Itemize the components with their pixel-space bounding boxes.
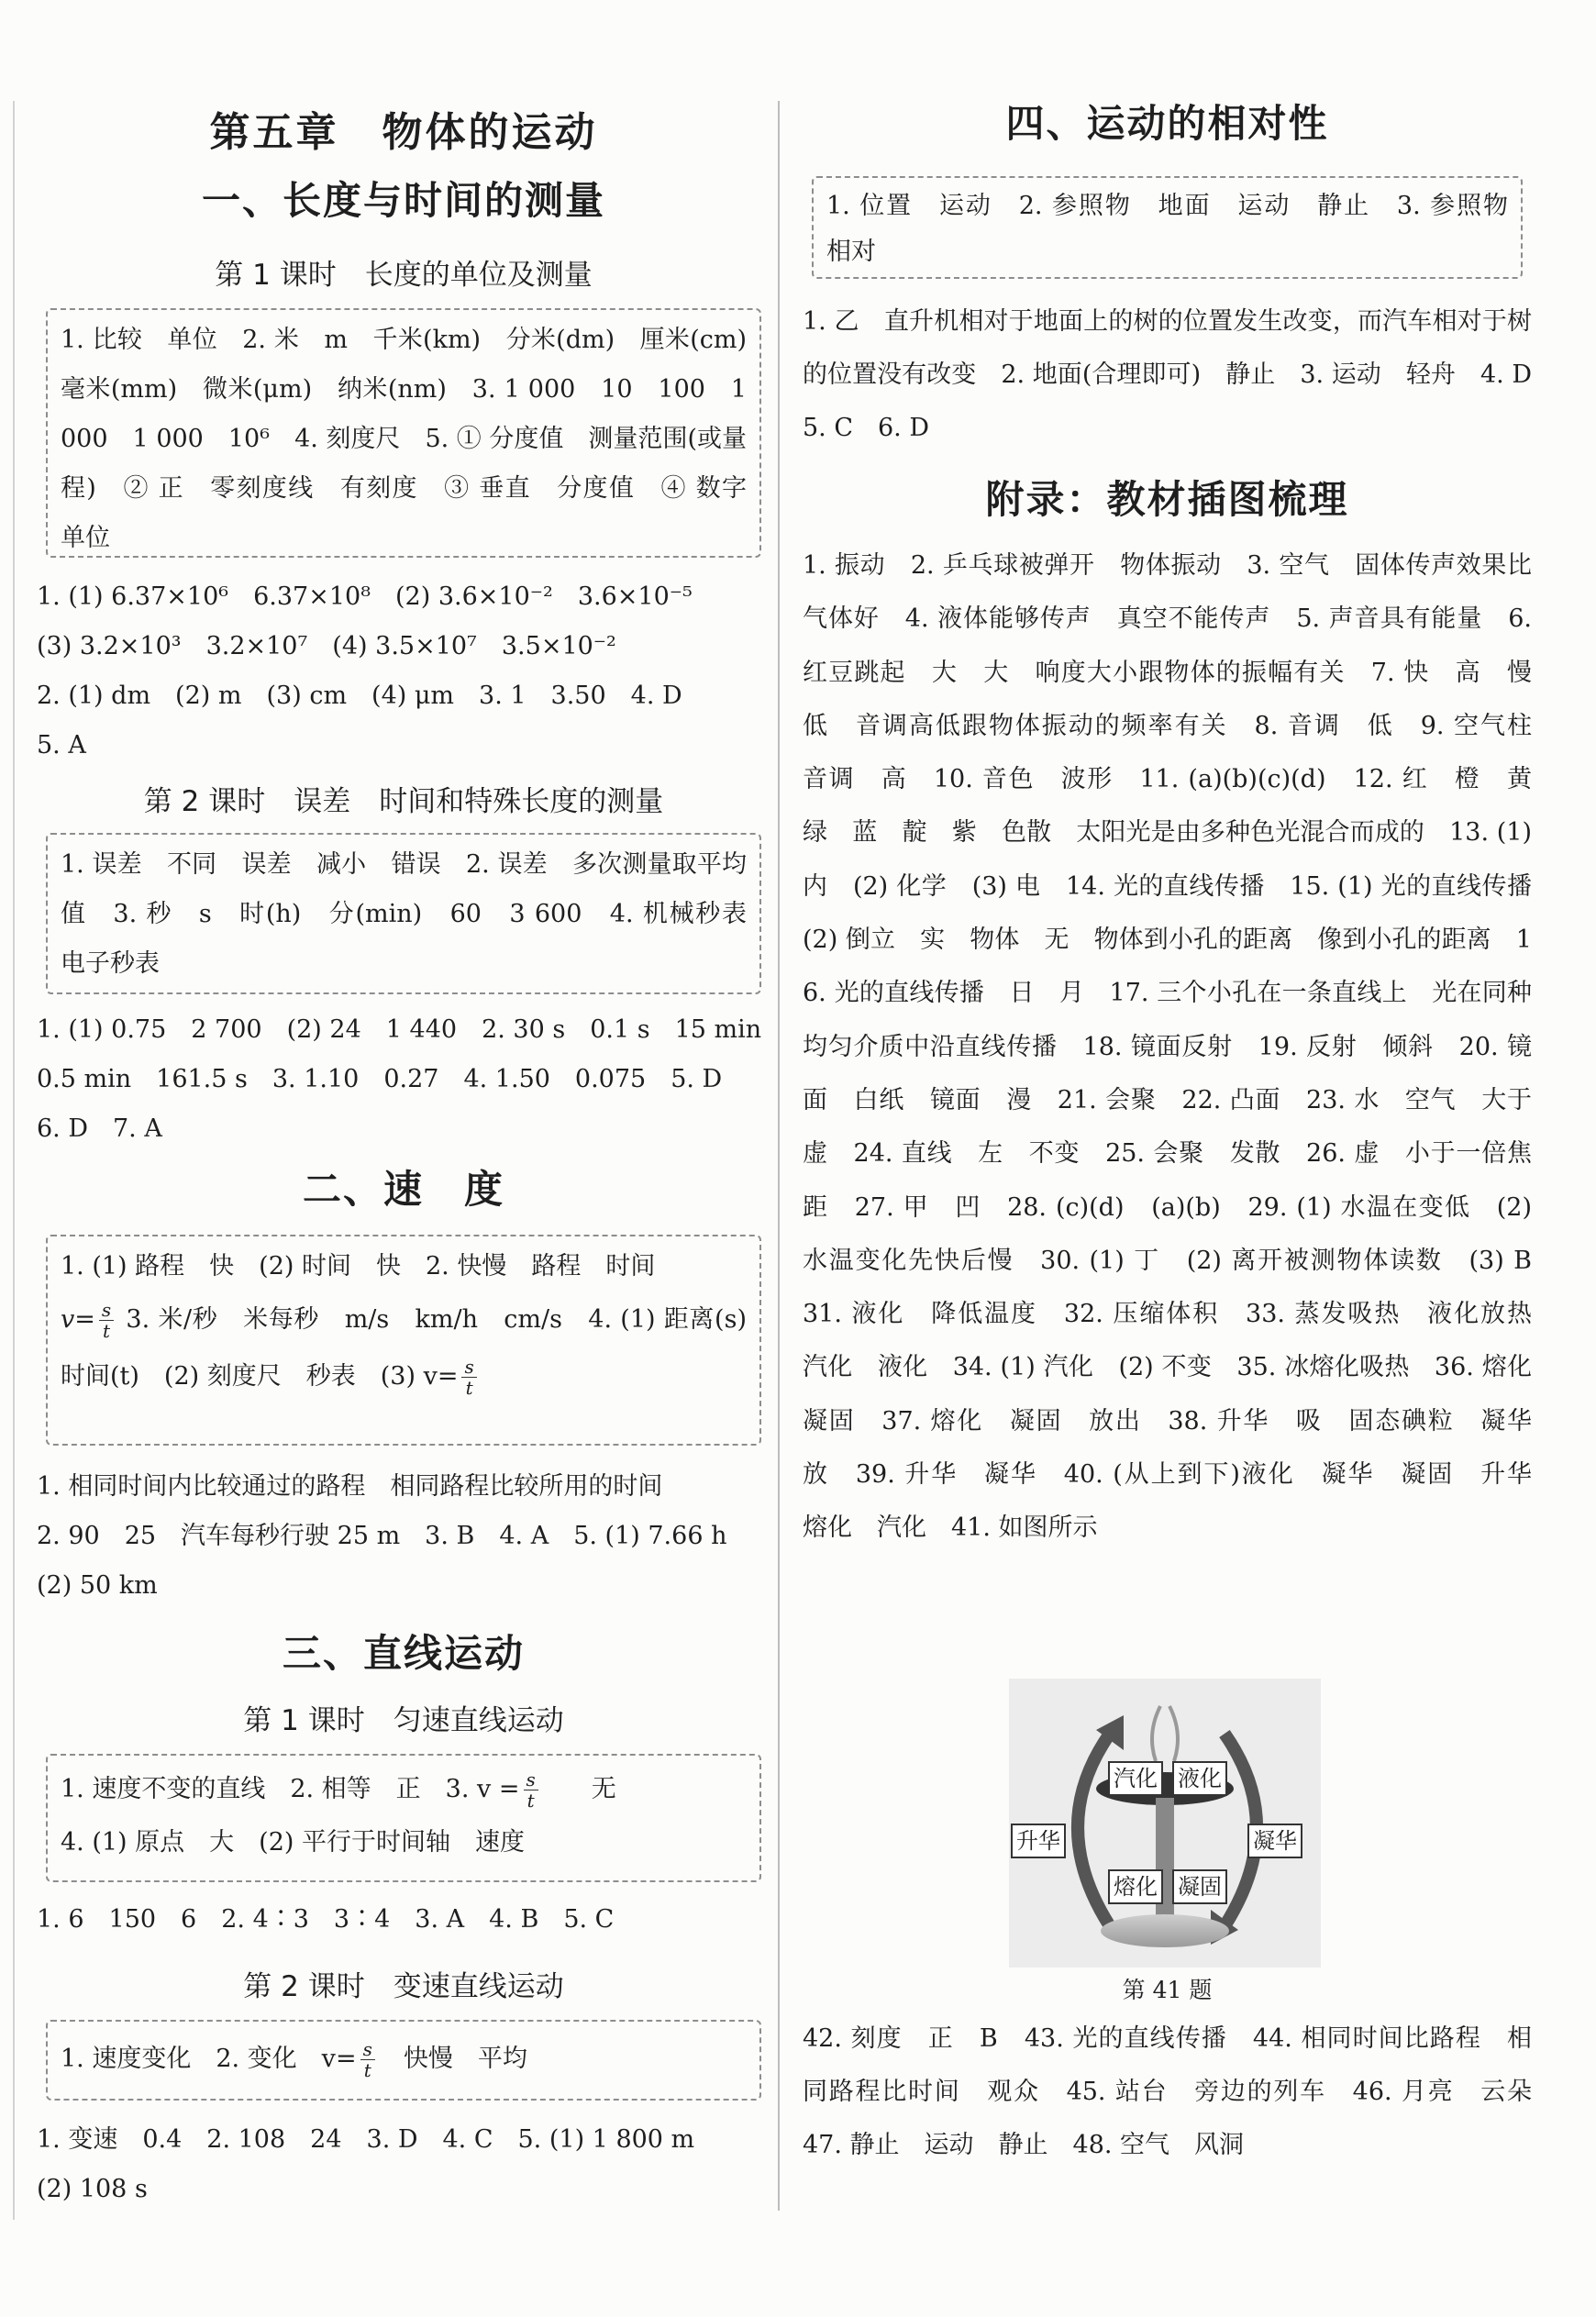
- lesson4-summary-text: 1. 速度变化 2. 变化 v=: [61, 2045, 357, 2073]
- section4-answers-text: 1. 乙 直升机相对于地面上的树的位置发生改变，而汽车相对于树的位置没有改变 2. 地面(合理即可) 静止 3. 运动 轻舟 4. D 5. C 6. D: [803, 307, 1557, 442]
- section4-answers: [803, 295, 1557, 455]
- section4-summary-text: 1. 位置 运动 2. 参照物 地面 运动 静止 3. 参照物 相对: [826, 192, 1533, 266]
- chapter-title: 第五章 物体的运动: [209, 109, 598, 156]
- lesson4-answers: [37, 2115, 770, 2214]
- answer-line: (2) 50 km: [37, 1571, 158, 1600]
- column-divider: [778, 101, 780, 2211]
- appendix-answers-2-text: 42. 刻度 正 B 43. 光的直线传播 44. 相同时间比路程 相同路程比时间 观众 45. 站台 旁边的列车 46. 月亮 云朵 47. 静止 运动 静止 48. 空气 风洞: [803, 2024, 1557, 2159]
- fraction-numerator: s: [360, 2039, 375, 2060]
- lesson1-summary-box: [46, 308, 771, 558]
- speed-fraction: [360, 2039, 375, 2080]
- label-vaporize: 汽化: [1108, 1761, 1163, 1796]
- lesson2-title: 第 2 课时 误差 时间和特殊长度的测量: [143, 785, 664, 818]
- label-liquefy: 液化: [1172, 1761, 1227, 1796]
- fraction-numerator: s: [461, 1357, 476, 1378]
- right-column: [803, 0, 1557, 2317]
- fraction-denominator: t: [103, 1320, 111, 1342]
- answer-line: 2. 90 25 汽车每秒行驶 25 m 3. B 4. A 5. (1) 7.66 h: [37, 1522, 727, 1550]
- speed-summary-rest: 3. 米/秒 米每秒 m/s km/h cm/s 4. (1) 距离(s) 时间(t) (2) 刻度尺 秒表 (3) v=: [61, 1305, 771, 1391]
- answer-line: 1. 相同时间内比较通过的路程 相同路程比较所用的时间: [37, 1472, 663, 1501]
- answer-line: 6. D 7. A: [37, 1114, 162, 1143]
- lesson4-title: 第 2 课时 变速直线运动: [243, 1970, 564, 2003]
- appendix-answers: [803, 539, 1557, 1556]
- appendix-answers-2: [803, 2012, 1557, 2172]
- lesson3-summary-box: [46, 1754, 761, 1882]
- lesson3-summary-text: 1. 速度不变的直线 2. 相等 正 3. v =: [61, 1775, 520, 1803]
- section3-title: 三、直线运动: [282, 1631, 525, 1676]
- left-margin-line: [13, 101, 15, 2220]
- answer-line: 1. 变速 0.4 2. 108 24 3. D 4. C 5. (1) 1 800 m: [37, 2125, 695, 2154]
- lesson3-title: 第 1 课时 匀速直线运动: [243, 1704, 564, 1737]
- phase-change-figure: [1009, 1679, 1321, 1968]
- appendix-title: 附录：教材插图梳理: [985, 477, 1349, 522]
- section1-title: 一、长度与时间的测量: [201, 178, 605, 223]
- speed-fraction: [461, 1357, 476, 1398]
- lesson2-summary-box: [46, 833, 771, 994]
- speed-formula-lhs: v=: [61, 1305, 95, 1334]
- speed-fraction: [524, 1769, 538, 1811]
- answer-line: 1. (1) 0.75 2 700 (2) 24 1 440 2. 30 s 0.1 s 15 min: [37, 1015, 762, 1044]
- speed-fraction: [99, 1300, 114, 1341]
- answer-line: 1. 6 150 6 2. 4∶3 3∶4 3. A 4. B 5. C: [37, 1905, 615, 1934]
- section4-title: 四、运动的相对性: [1005, 101, 1329, 146]
- left-column: [37, 0, 770, 2317]
- lesson1-answers: [37, 572, 770, 770]
- fraction-denominator: t: [526, 1790, 535, 1812]
- fraction-numerator: s: [524, 1769, 538, 1790]
- speed-summary-box: [46, 1235, 771, 1446]
- lesson1-summary-text: 1. 比较 单位 2. 米 m 千米(km) 分米(dm) 厘米(cm) 毫米(mm) 微米(μm) 纳米(nm) 3. 1 000 10 100 1 000 1 000 10⁶ 4. 刻度尺 5. ① 分度值 测量范围(或量程) ② 正 零刻度线 有刻度 ③ 垂直 分度值 ④ 数字 单位: [61, 326, 771, 552]
- lesson2-answers: [37, 1005, 770, 1154]
- lesson3-summary-line2: 4. (1) 原点 大 (2) 平行于时间轴 速度: [61, 1828, 525, 1857]
- label-melt: 熔化: [1108, 1869, 1163, 1904]
- speed-summary-line2: [61, 1292, 771, 1405]
- lesson1-title: 第 1 课时 长度的单位及测量: [215, 259, 593, 292]
- speed-summary-line1: 1. (1) 路程 快 (2) 时间 快 2. 快慢 路程 时间: [61, 1252, 656, 1280]
- lesson2-summary-text: 1. 误差 不同 误差 减小 错误 2. 误差 多次测量取平均值 3. 秒 s 时(h) 分(min) 60 3 600 4. 机械秒表 电子秒表: [61, 850, 771, 978]
- appendix-answers-text: 1. 振动 2. 乒乓球被弹开 物体振动 3. 空气 固体传声效果比气体好 4. 液体能够传声 真空不能传声 5. 声音具有能量 6. 红豆跳起 大 大 响度大小跟物体的振幅有关 7. 快 高 慢 低 音调高低跟物体振动的频率有关 8. 音调 低 9. 空气柱 音调 高 10. 音色 波形 11. (a)(b)(c)(d) 12. 红 橙 黄 绿 蓝 靛 紫 色散 太阳光是由多种色光混合而成的 13. (1) 内 (2) 化学 (3) 电 14. 光的直线传播 15. (1) 光的直线传播 (2) 倒立 实 物体 无 物体到小孔的距离 像到小孔的距离 16. 光的直线传播 日 月 17. 三个小孔在一条直线上 光在同种均匀介质中沿直线传播 18. 镜面反射 19. 反射 倾斜 20. 镜面 白纸 镜面 漫 21. 会聚 22. 凸面 23. 水 空气 大于 虚 24. 直线 左 不变 25. 会聚 发散 26. 虚 小于一倍焦距 27. 甲 凹 28. (c)(d) (a)(b) 29. (1) 水温在变低 (2) 水温变化先快后慢 30. (1) 丁 (2) 离开被测物体读数 (3) B 31. 液化 降低温度 32. 压缩体积 33. 蒸发吸热 液化放热 汽化 液化 34. (1) 汽化 (2) 不变 35. 冰熔化吸热 36. 熔化 凝固 37. 熔化 凝固 放出 38. 升华 吸 固态碘粒 凝华 放 39. 升华 凝华 40. (从上到下)液化 凝华 凝固 升华 熔化 汽化 41. 如图所示: [803, 551, 1557, 1543]
- fraction-numerator: s: [99, 1300, 114, 1321]
- figure-caption: 第 41 题: [1122, 1977, 1213, 2003]
- answer-line: (2) 108 s: [37, 2175, 148, 2203]
- section4-summary-box: [812, 176, 1533, 279]
- label-sublimate: 升华: [1011, 1824, 1066, 1858]
- section2-title: 二、速 度: [302, 1167, 504, 1212]
- answer-line: (3) 3.2×10³ 3.2×10⁷ (4) 3.5×10⁷ 3.5×10⁻²: [37, 632, 616, 660]
- lesson4-summary-box: [46, 2020, 761, 2101]
- answer-line: 2. (1) dm (2) m (3) cm (4) μm 3. 1 3.50 4. D: [37, 682, 682, 710]
- lesson4-summary-line: [61, 2027, 747, 2091]
- answer-line: 5. A: [37, 731, 86, 759]
- lesson4-summary-text-b: 快慢 平均: [403, 2045, 527, 2073]
- fraction-denominator: t: [363, 2059, 371, 2081]
- lesson3-answers: [37, 1895, 770, 1945]
- lesson3-summary-text-b: 无: [591, 1775, 616, 1803]
- answer-line: 0.5 min 161.5 s 3. 1.10 0.27 4. 1.50 0.075 5. D: [37, 1065, 723, 1093]
- lesson3-summary-line1: [61, 1761, 747, 1818]
- answer-line: 1. (1) 6.37×10⁶ 6.37×10⁸ (2) 3.6×10⁻² 3.6×10⁻⁵: [37, 582, 693, 611]
- speed-answers: [37, 1462, 770, 1611]
- label-solidify: 凝固: [1172, 1869, 1227, 1904]
- label-desublimate: 凝华: [1247, 1824, 1302, 1858]
- fraction-denominator: t: [465, 1377, 473, 1399]
- water-base: [1101, 1914, 1229, 1947]
